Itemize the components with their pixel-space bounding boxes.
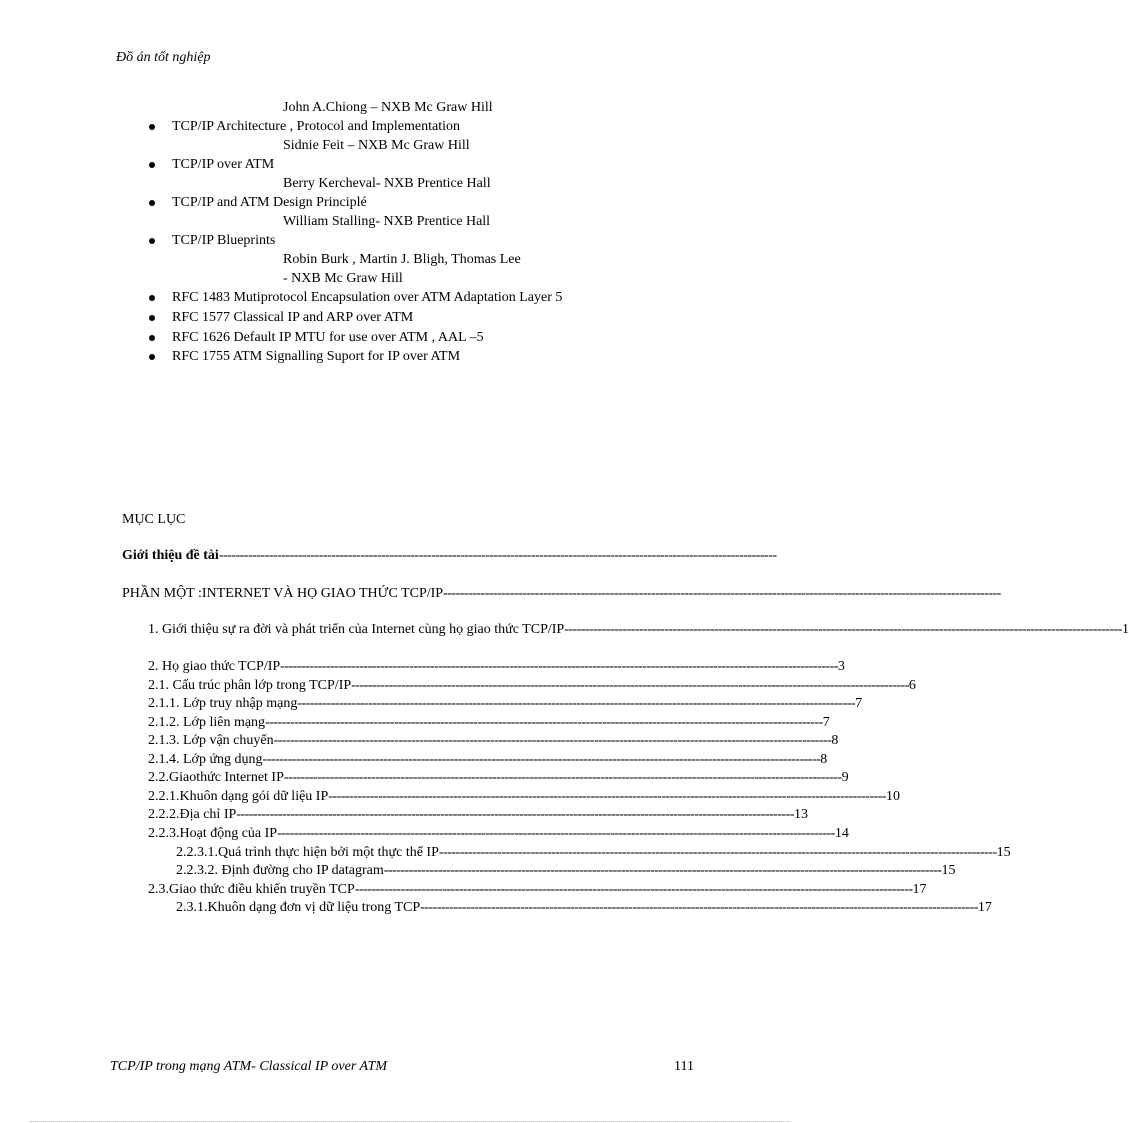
reference-title: TCP/IP and ATM Design Principlé [172,195,367,210]
toc-entry[interactable] [122,548,777,564]
toc-entry[interactable] [148,715,830,731]
toc-entry[interactable] [148,770,849,786]
toc-entry[interactable] [148,752,828,768]
reference-title: TCP/IP Blueprints [172,233,276,248]
bullet-icon [149,295,155,301]
toc-entry-label: 2.2.1.Khuôn dạng gói dữ liệu IP [148,789,329,804]
page-footer [110,1059,694,1075]
toc-entry[interactable] [148,733,839,749]
reference-title: RFC 1755 ATM Signalling Suport for IP over ATM [172,349,461,364]
toc-leader: -------------------------------------------------------------------------------------------------------------------------------------- [438,845,997,860]
toc-entry-page: 17 [977,900,992,915]
bullet-icon [149,238,155,244]
toc-heading: MỤC LỤC [122,512,186,527]
toc-entry-label: 2.1.1. Lớp truy nhập mạng [148,696,298,711]
toc-entry-page: 8 [820,752,828,767]
toc-leader: -------------------------------------------------------------------------------------------------------------------------------------- [564,622,1122,637]
toc-entry-label: 2.1.2. Lớp liên mạng [148,715,266,730]
toc-entry-page: 13 [794,807,808,822]
reference-author: John A.Chiong – NXB Mc Graw Hill [283,100,493,115]
toc-entry-label: 2.1.4. Lớp ứng dụng [148,752,263,767]
reference-title: RFC 1483 Mutiprotocol Encapsulation over ATM Adaptation Layer 5 [172,290,563,305]
toc-entry[interactable] [176,900,992,916]
page-bottom-rule [30,1121,790,1122]
toc-entry[interactable] [148,789,900,805]
bullet-icon [149,200,155,206]
toc-leader: -------------------------------------------------------------------------------------------------------------------------------------- [273,733,832,748]
toc-leader: -------------------------------------------------------------------------------------------------------------------------------------- [262,752,821,767]
page-header: Đồ án tốt nghiệp [116,50,211,65]
toc-entry[interactable] [176,845,1011,861]
reference-author: Robin Burk , Martin J. Bligh, Thomas Lee [283,252,521,267]
toc-entry[interactable] [148,659,845,675]
toc-entry-label: 2. Họ giao thức TCP/IP [148,659,281,674]
toc-entry-page: 7 [822,715,830,730]
toc-leader: -------------------------------------------------------------------------------------------------------------------------------------- [383,863,942,878]
toc-leader: -------------------------------------------------------------------------------------------------------------------------------------- [236,807,794,822]
toc-entry-page: 6 [908,678,916,693]
toc-entry-page: 14 [834,826,849,841]
toc-entry-label: 2.2.2.Địa chỉ IP [148,807,237,822]
bullet-icon [149,354,155,360]
reference-title: RFC 1626 Default IP MTU for use over ATM , AAL –5 [172,330,484,345]
reference-title: RFC 1577 Classical IP and ARP over ATM [172,310,414,325]
toc-entry-label: 2.2.3.2. Định đường cho IP datagram [176,863,384,878]
toc-leader: -------------------------------------------------------------------------------------------------------------------------------------- [297,696,856,711]
toc-entry[interactable] [148,826,849,842]
toc-leader: -------------------------------------------------------------------------------------------------------------------------------------- [218,548,777,563]
toc-entry[interactable] [148,696,863,712]
toc-entry-label: 2.2.3.Hoạt động của IP [148,826,278,841]
reference-author: - NXB Mc Graw Hill [283,271,403,286]
footer-title: TCP/IP trong mạng ATM- Classical IP over ATM [110,1059,388,1074]
toc-entry-label: 2.2.3.1.Quá trình thực hiện bởi một thực thể IP [176,845,439,860]
toc-entry-page: 10 [885,789,900,804]
toc-entry-label: Giới thiệu đề tài [122,548,219,563]
toc-entry[interactable] [148,807,808,823]
reference-author: Sidnie Feit – NXB Mc Graw Hill [283,138,470,153]
bullet-icon [149,162,155,168]
toc-leader: -------------------------------------------------------------------------------------------------------------------------------------- [283,770,842,785]
reference-author: William Stalling- NXB Prentice Hall [283,214,491,229]
toc-entry-page: 15 [996,845,1011,860]
toc-entry-label: 2.3.1.Khuôn dạng đơn vị dữ liệu trong TCP [176,900,421,915]
bullet-icon [149,124,155,130]
toc-leader: -------------------------------------------------------------------------------------------------------------------------------------- [420,900,978,915]
toc-leader: -------------------------------------------------------------------------------------------------------------------------------------- [328,789,886,804]
bullet-icon [149,315,155,321]
reference-author: Berry Kercheval- NXB Prentice Hall [283,176,491,191]
toc-entry-label: 2.1. Cấu trúc phân lớp trong TCP/IP [148,678,352,693]
toc-entry-page: 8 [831,733,839,748]
toc-leader: -------------------------------------------------------------------------------------------------------------------------------------- [265,715,823,730]
page-number: 111 [674,1059,694,1074]
toc-entry-label: 1. Giới thiệu sự ra đời và phát triển của Internet cùng họ giao thức TCP/IP [148,622,565,637]
toc-leader: -------------------------------------------------------------------------------------------------------------------------------------- [277,826,835,841]
toc-leader: -------------------------------------------------------------------------------------------------------------------------------------- [280,659,838,674]
toc-entry[interactable] [148,678,916,694]
toc-entry[interactable] [148,622,1129,638]
toc-entry-label: 2.3.Giao thức điều khiển truyền TCP [148,882,355,897]
toc-entry-page: 9 [841,770,849,785]
toc-leader: -------------------------------------------------------------------------------------------------------------------------------------- [354,882,913,897]
toc-entry-label: 2.2.Giaothức Internet IP [148,770,284,785]
bullet-icon [149,335,155,341]
toc-entry[interactable] [148,882,927,898]
toc-entry[interactable] [122,586,1001,602]
toc-entry-page: 15 [941,863,956,878]
toc-entry-page: 3 [837,659,845,674]
toc-entry-page: 1 [1121,622,1129,637]
toc-entry-label: PHẦN MỘT :INTERNET VÀ HỌ GIAO THỨC TCP/IP [122,586,444,601]
toc-entry-page: 7 [855,696,863,711]
reference-title: TCP/IP over ATM [172,157,275,172]
reference-title: TCP/IP Architecture , Protocol and Implementation [172,119,460,134]
toc-leader: -------------------------------------------------------------------------------------------------------------------------------------- [443,586,1001,601]
toc-entry-page: 17 [912,882,927,897]
toc-entry-label: 2.1.3. Lớp vận chuyển [148,733,274,748]
toc-entry[interactable] [176,863,956,879]
toc-leader: -------------------------------------------------------------------------------------------------------------------------------------- [351,678,909,693]
